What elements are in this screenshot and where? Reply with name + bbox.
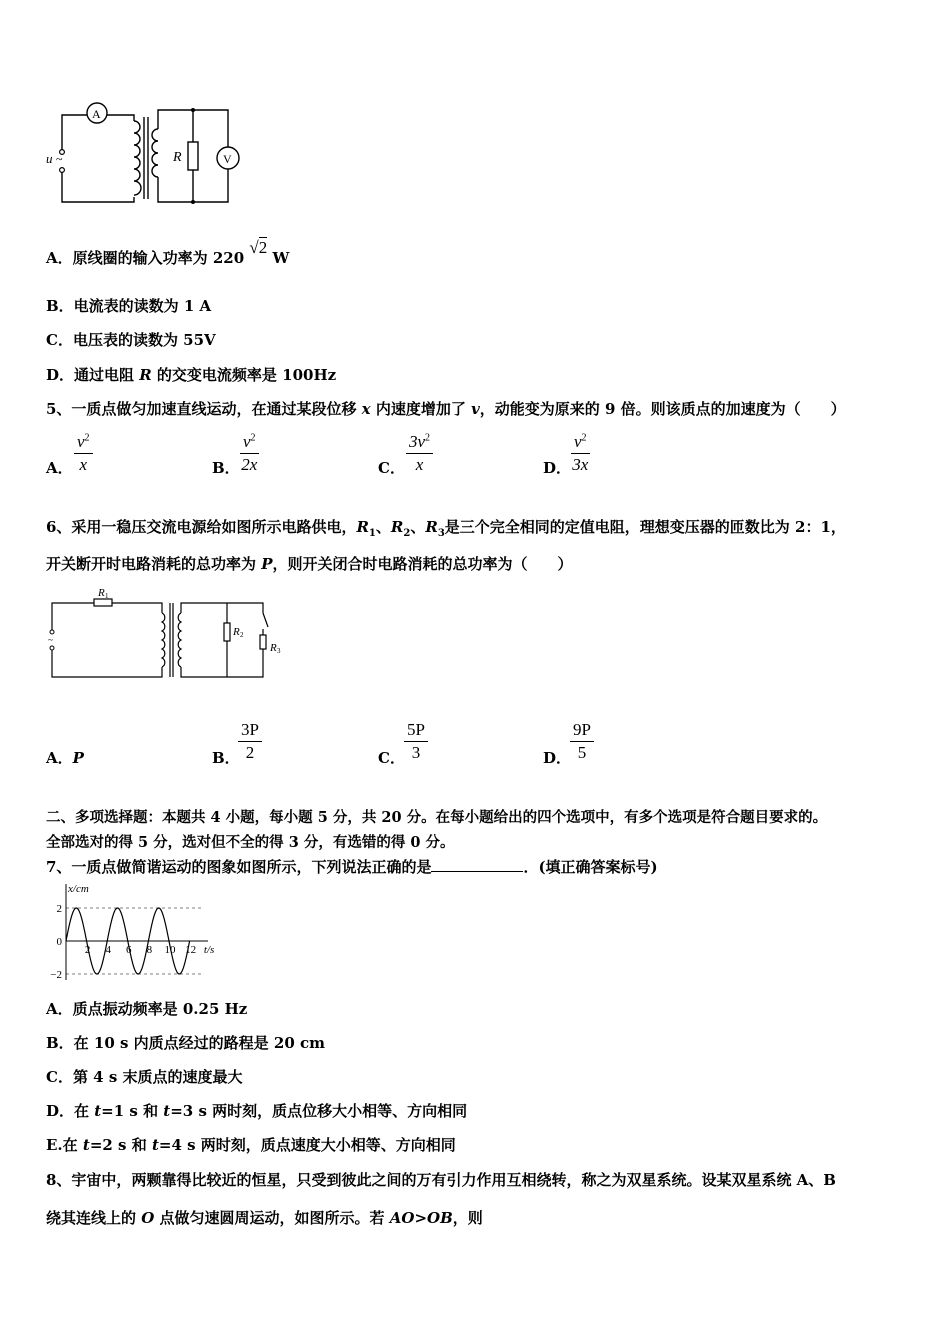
q5-option-c-label: C． bbox=[378, 459, 405, 477]
q7-option-a: A．质点振动频率是 0.25 Hz bbox=[46, 1000, 248, 1018]
resistor-r-label: R bbox=[173, 150, 182, 165]
q5-option-a-label: A． bbox=[46, 459, 73, 477]
q7-x-tick-label: 10 bbox=[164, 944, 176, 956]
answer-blank bbox=[431, 870, 523, 872]
voltmeter-label: V bbox=[223, 152, 232, 166]
q5-option-d-fraction: $\frac{v^2}{3x}$ bbox=[572, 432, 589, 474]
q5-option-b-fraction: $\frac{v^2}{2x}$ bbox=[241, 432, 258, 474]
q4-option-c: C．电压表的读数为 55V bbox=[46, 331, 216, 349]
ammeter-label: A bbox=[92, 107, 101, 121]
q7-option-e: E.在 t=2 s 和 t=4 s 两时刻，质点速度大小相等、方向相同 bbox=[46, 1136, 456, 1154]
q7-x-tick-label: 12 bbox=[185, 944, 197, 956]
q6-circuit-figure bbox=[44, 585, 294, 685]
q6-fig-r1-sub: 1 bbox=[105, 592, 109, 600]
q7-x-tick-label: 6 bbox=[126, 944, 132, 956]
q7-option-d: D．在 t=1 s 和 t=3 s 两时刻，质点位移大小相等、方向相同 bbox=[46, 1102, 468, 1120]
q6-fig-r1: R bbox=[98, 587, 105, 599]
q6-option-b-label: B． bbox=[212, 749, 240, 767]
q7-shm-chart bbox=[40, 880, 230, 990]
q5-option-a-fraction: $\frac{v^2}{x}$ bbox=[74, 432, 93, 475]
sqrt-symbol: √2 bbox=[249, 238, 268, 257]
q6-fig-r3: R bbox=[270, 642, 277, 654]
section2-heading-line2: 全部选对的得 5 分，选对但不全的得 3 分，有选错的得 0 分。 bbox=[46, 834, 455, 851]
q5-option-c-fraction: $\frac{3v^2}{x}$ bbox=[406, 432, 433, 475]
q6-option-b-fraction: $\frac{3P}{2}$ bbox=[238, 720, 262, 763]
section2-heading-line1: 二、多项选择题：本题共 4 小题，每小题 5 分，共 20 分。在每小题给出的四个选项中，有多个选项是符合题目要求的。 bbox=[46, 809, 828, 826]
q6-option-c-fraction: $\frac{5P}{3}$ bbox=[404, 720, 428, 763]
q5-stem: 5、一质点做匀加速直线运动，在通过某段位移 x 内速度增加了 v，动能变为原来的 9 倍。则该质点的加速度为（ ） bbox=[46, 400, 846, 418]
q4-option-d: D．通过电阻 R 的交变电流频率是 100Hz bbox=[46, 366, 337, 384]
q7-option-c: C．第 4 s 末质点的速度最大 bbox=[46, 1068, 243, 1086]
transformer-circuit-figure bbox=[40, 95, 250, 215]
q6-stem-line2: 开关断开时电路消耗的总功率为 P，则开关闭合时电路消耗的总功率为（ ） bbox=[46, 555, 573, 573]
q6-fig-r3-sub: 3 bbox=[277, 647, 281, 655]
q5-option-d-label: D． bbox=[543, 459, 572, 477]
q6-option-d-label: D． bbox=[543, 749, 572, 767]
q6-option-c-label: C． bbox=[378, 749, 405, 767]
q6-option-a: A．P bbox=[46, 749, 84, 767]
q7-y-tick-label: 0 bbox=[56, 936, 62, 948]
q4-option-b: B．电流表的读数为 1 A bbox=[46, 297, 212, 315]
q7-x-tick-label: 2 bbox=[84, 944, 91, 956]
q4-option-a: A．原线圈的输入功率为 220 √2 W bbox=[46, 238, 290, 267]
q7-x-axis-label: t/s bbox=[203, 944, 215, 956]
q6-fig-r2: R bbox=[233, 626, 240, 638]
q6-fig-tilde: ~ bbox=[48, 635, 53, 645]
q6-fig-r2-sub: 2 bbox=[240, 631, 244, 639]
source-u-label: u bbox=[46, 151, 53, 166]
source-tilde: ~ bbox=[56, 152, 63, 166]
q7-x-tick-label: 8 bbox=[146, 944, 153, 956]
q6-option-d-fraction: $\frac{9P}{5}$ bbox=[570, 720, 594, 763]
q7-y-axis-label: x/cm bbox=[68, 883, 89, 895]
q6-stem-line1: 6、采用一稳压交流电源给如图所示电路供电，$R_1$、$R_2$、$R_3$是三个完全相同的定值电阻，理想变压器的匝数比为 2：1， bbox=[46, 518, 846, 539]
q7-option-b: B．在 10 s 内质点经过的路程是 20 cm bbox=[46, 1034, 325, 1052]
q8-stem-line1: 8、宇宙中，两颗靠得比较近的恒星，只受到彼此之间的万有引力作用互相绕转，称之为双星系统。设某双星系统 A、B bbox=[46, 1171, 836, 1189]
q7-stem: 7、一质点做简谐运动的图象如图所示，下列说法正确的是 ．(填正确答案标号) bbox=[46, 858, 658, 876]
q7-x-tick-label: 4 bbox=[105, 944, 111, 956]
q7-y-tick-label: 2 bbox=[56, 903, 62, 915]
q7-y-tick-label: −2 bbox=[50, 969, 62, 981]
q5-option-b-label: B． bbox=[212, 459, 240, 477]
q8-stem-line2: 绕其连线上的 O 点做匀速圆周运动，如图所示。若 AO>OB，则 bbox=[46, 1209, 483, 1227]
